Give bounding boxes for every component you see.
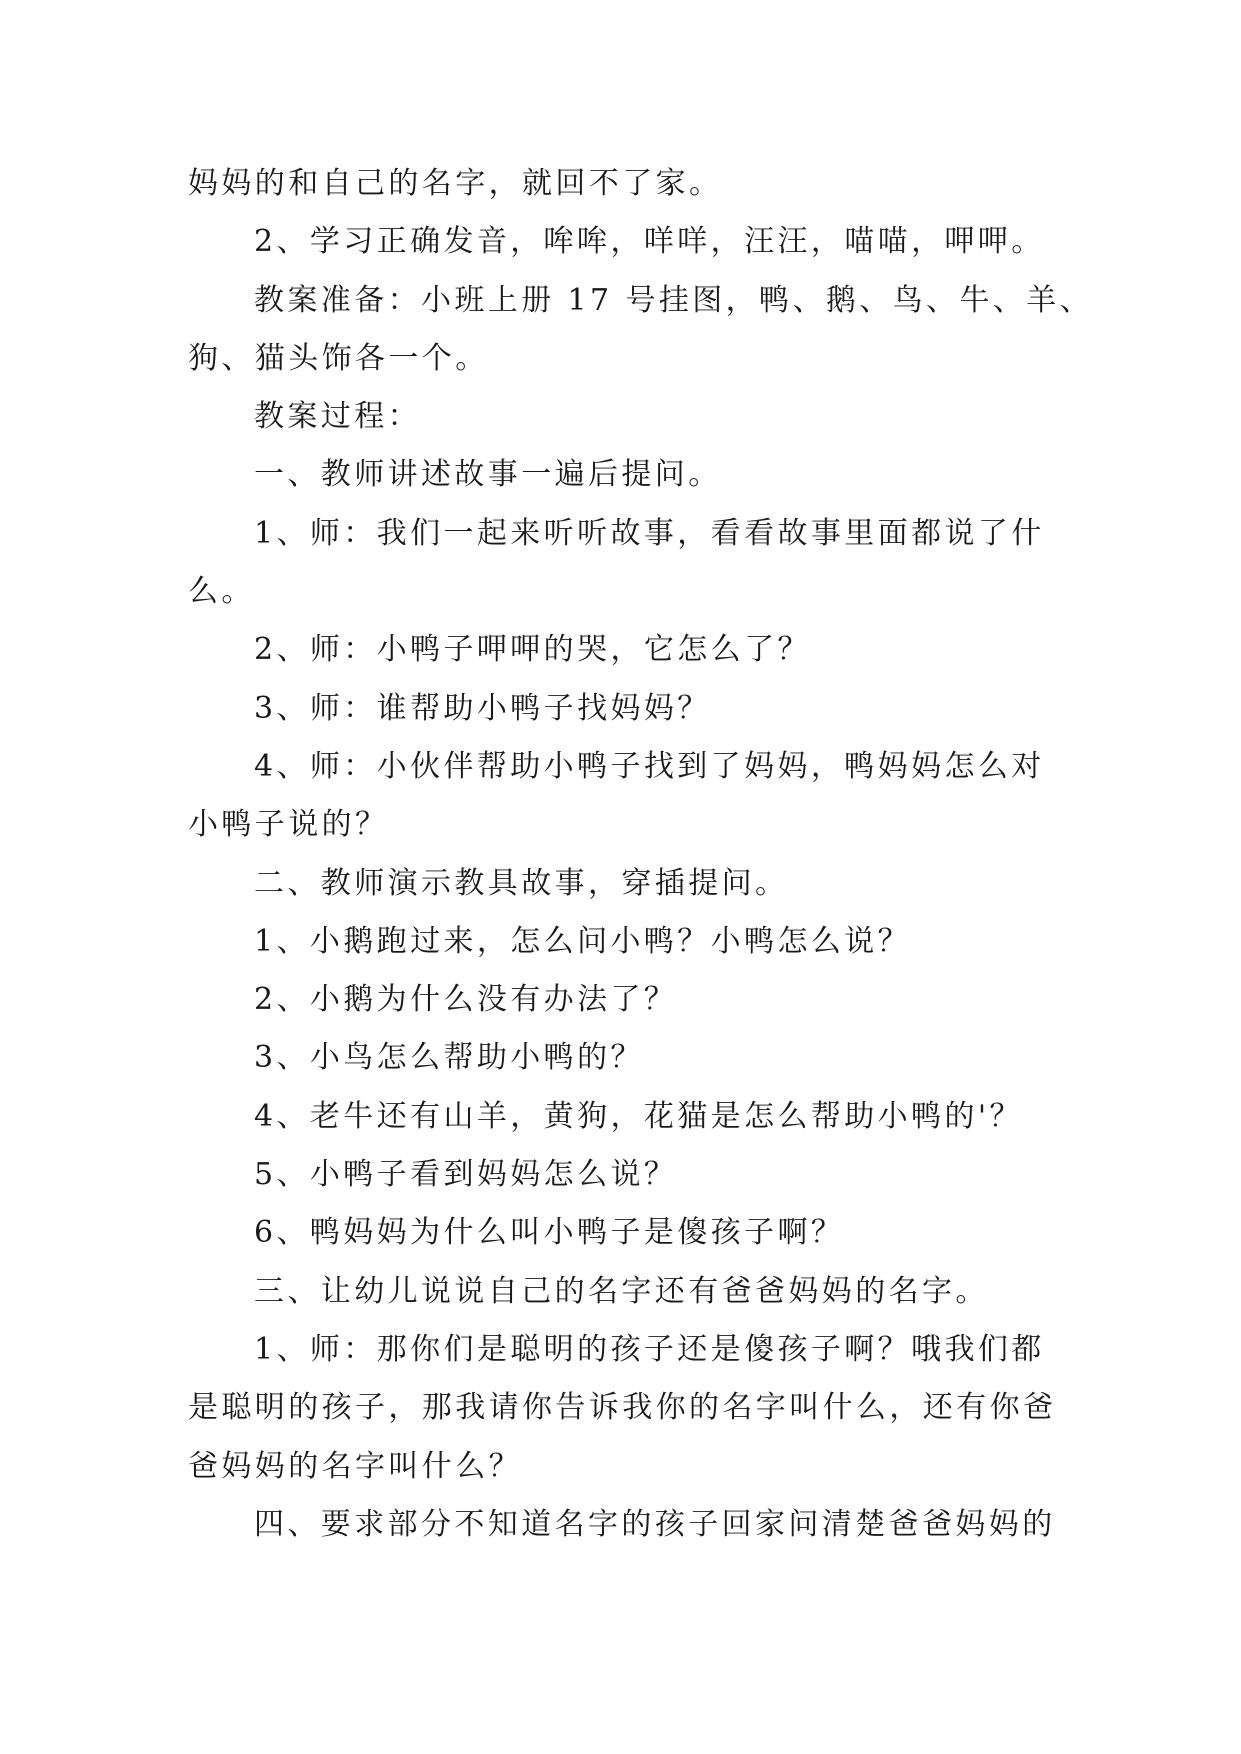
- text-line: 狗、猫头饰各一个。: [188, 340, 489, 376]
- text-line: 教案过程：: [254, 399, 421, 435]
- text-line: 4、师：小伙伴帮助小鸭子找到了妈妈，鸭妈妈怎么对: [254, 748, 1045, 784]
- text-line: 1、小鹅跑过来，怎么问小鸭？小鸭怎么说？: [254, 923, 912, 959]
- text-line: 妈妈的和自己的名字，就回不了家。: [188, 166, 723, 201]
- text-line: 小鸭子说的？: [188, 807, 389, 843]
- text-line: 1、师：那你们是聪明的孩子还是傻孩子啊？哦我们都: [254, 1331, 1045, 1367]
- text-line: 四、要求部分不知道名字的孩子回家问清楚爸爸妈妈的: [254, 1506, 1056, 1542]
- text-line: 三、让幼儿说说自己的名字还有爸爸妈妈的名字。: [254, 1273, 989, 1309]
- text-line: 3、小鸟怎么帮助小鸭的？: [254, 1040, 644, 1076]
- text-line: 1、师：我们一起来听听故事，看看故事里面都说了什: [254, 515, 1045, 551]
- text-line: 二、教师演示教具故事，穿插提问。: [254, 865, 789, 901]
- text-line: 教案准备：小班上册 17 号挂图，鸭、鹅、鸟、牛、羊、: [254, 282, 1094, 318]
- document-body: [188, 155, 1094, 1554]
- text-line: 一、教师讲述故事一遍后提问。: [254, 457, 722, 493]
- text-line: 是聪明的孩子，那我请你告诉我你的名字叫什么，还有你爸: [188, 1390, 1057, 1426]
- text-line: 6、鸭妈妈为什么叫小鸭子是傻孩子啊？: [254, 1215, 845, 1251]
- text-line: 么。: [188, 574, 255, 610]
- text-line: 2、学习正确发音，哞哞，咩咩，汪汪，喵喵，呷呷。: [254, 224, 1045, 260]
- text-line: 2、师：小鸭子呷呷的哭，它怎么了？: [254, 632, 811, 668]
- text-line: 4、老牛还有山羊，黄狗，花猫是怎么帮助小鸭的'？: [254, 1098, 1023, 1134]
- text-line: 爸妈妈的名字叫什么？: [188, 1448, 522, 1484]
- text-line: 5、小鸭子看到妈妈怎么说？: [254, 1157, 678, 1193]
- text-line: 3、师：谁帮助小鸭子找妈妈？: [254, 690, 711, 726]
- text-line: 2、小鹅为什么没有办法了？: [254, 982, 678, 1018]
